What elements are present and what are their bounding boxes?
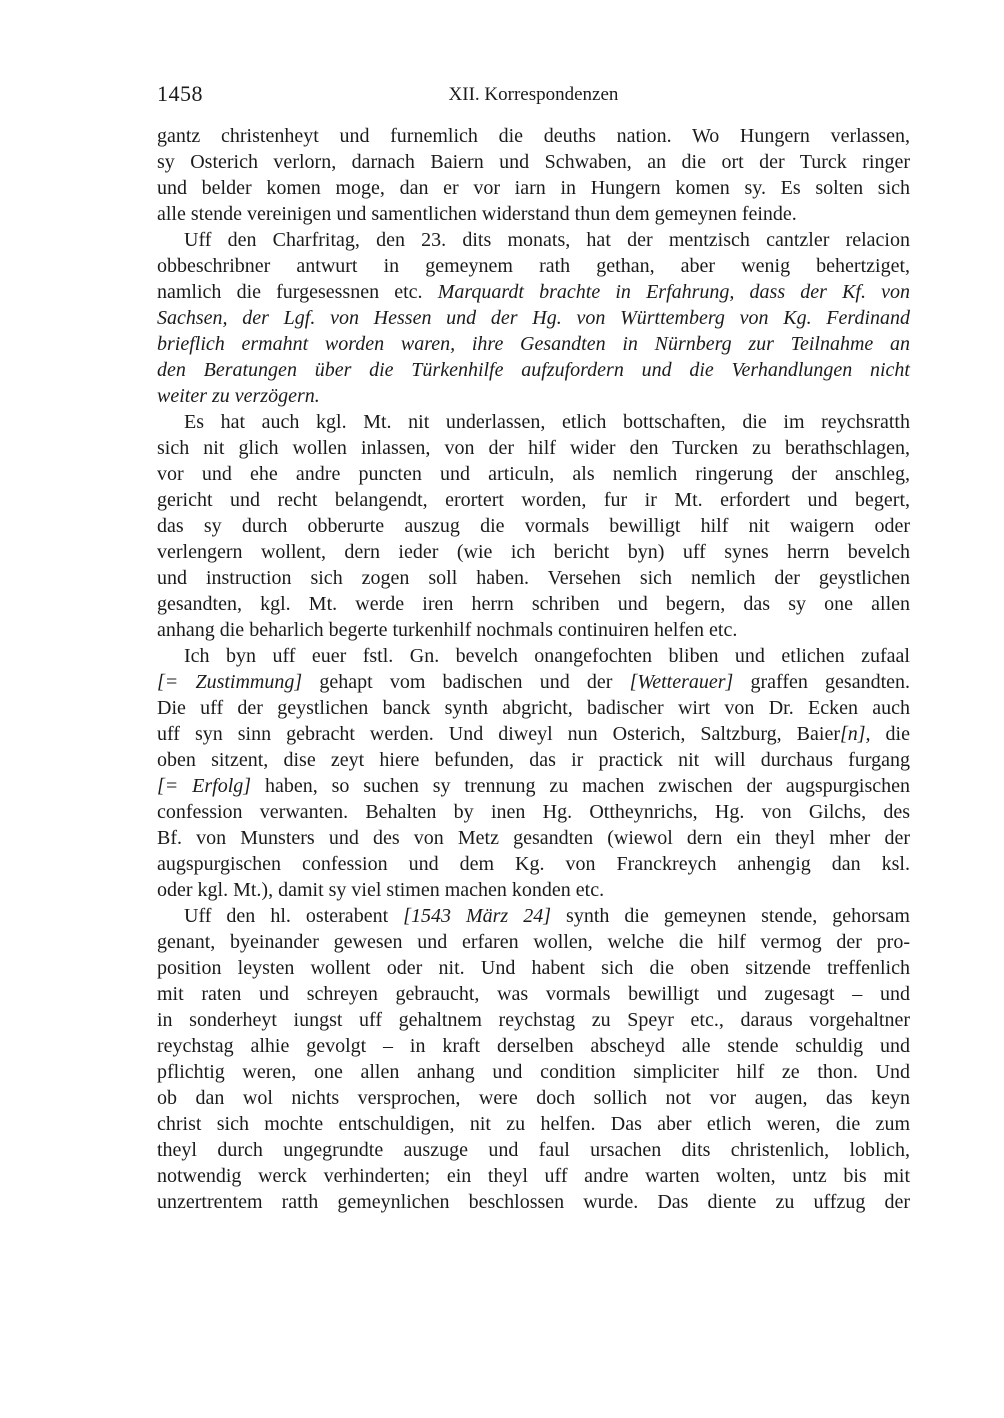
text-line [157,591,910,617]
text-line [157,1033,910,1059]
text-run: theyl durch ungegrundte auszuge und faul ursachen dits christenlich, loblich, [157,1139,910,1161]
text-line [157,643,910,669]
text-line [157,539,910,565]
text-line [157,1137,910,1163]
text-run: gantz christenheyt und furnemlich die deuths nation. Wo Hungern verlassen, [157,125,910,147]
text-line [157,1111,910,1137]
text-run: Bf. von Munsters und des von Metz gesandten (wiewol dern ein theyl mher der [157,827,910,849]
text-line [157,253,910,279]
text-run: pflichtig weren, one allen anhang und condition simpliciter hilf ze thon. Und [157,1061,910,1083]
text-run: synth die gemeynen stende, gehorsam [551,905,910,927]
text-run: oben sitzent, dise zeyt hiere befunden, das ir practick nit will durchaus furgang [157,749,910,771]
italic-run: brieflich ermahnt worden waren, ihre Gesandten in Nürnberg zur Teilnahme an [157,333,910,355]
text-line [157,669,910,695]
italic-run: [= Zustimmung] [157,671,303,693]
text-line [157,825,910,851]
text-run: Es hat auch kgl. Mt. nit underlassen, etlich bottschaften, die im reychsratth [184,411,910,433]
text-line [157,383,910,409]
text-line [157,175,910,201]
text-line [157,227,910,253]
text-run: Ich byn uff euer fstl. Gn. bevelch onangefochten bliben und etlichen zufaal [184,645,910,667]
text-run: notwendig werck verhinderten; ein theyl uff andre warten wolten, untz bis mit [157,1165,910,1187]
text-line [157,1085,910,1111]
text-run: namlich die furgesessnen etc. [157,281,438,303]
text-line [157,903,910,929]
paragraph [157,903,910,1215]
text-run: das sy durch obberurte auszug die vormals bewilligt hilf nit waigern oder [157,515,910,537]
text-run: mit raten und schreyen gebraucht, was vormals bewilligt und zugesagt – und [157,983,910,1005]
paragraph [157,123,910,227]
text-run: uff syn sinn gebracht werden. Und diweyl nun Osterich, Saltzburg, Baier [157,723,840,745]
text-line [157,461,910,487]
text-run: sich nit glich wollen inlassen, von der hilf wider den Turcken zu berathschlagen, [157,437,910,459]
text-line [157,305,910,331]
text-line [157,747,910,773]
text-run: Uff den hl. osterabent [184,905,404,927]
text-body [157,123,910,1215]
text-run: und belder komen moge, dan er vor iarn in Hungern komen sy. Es solten sich [157,177,910,199]
paragraph [157,227,910,409]
text-line [157,929,910,955]
text-line [157,695,910,721]
text-line [157,877,910,903]
text-line [157,1007,910,1033]
text-run: christ sich mochte entschuldigen, nit zu helfen. Das aber etlich weren, die zum [157,1113,910,1135]
text-line [157,279,910,305]
text-line [157,123,910,149]
paragraph [157,643,910,903]
text-run: anhang die beharlich begerte turkenhilf nochmals continuiren helfen etc. [157,619,738,641]
text-line [157,513,910,539]
text-run: reychstag alhie gevolgt – in kraft derselben abscheyd alle stende schuldig und [157,1035,910,1057]
text-run: position leysten wollent oder nit. Und habent sich die oben sitzende treffenlich [157,957,910,979]
text-run: Uff den Charfritag, den 23. dits monats, hat der mentzisch cantzler relacion [184,229,910,251]
text-run: gesandten, kgl. Mt. werde iren herrn schriben und begern, das sy one allen [157,593,910,615]
text-run: gericht und recht belangendt, erortert worden, fur ir Mt. erfordert und begert, [157,489,910,511]
text-run: sy Osterich verlorn, darnach Baiern und Schwaben, an die ort der Turck ringer [157,151,910,173]
text-line [157,955,910,981]
italic-run: [= Erfolg] [157,775,252,797]
text-line [157,617,910,643]
text-run: haben, so suchen sy trennung zu machen zwischen der augspurgischen [251,775,910,797]
text-run: in sonderheyt iungst uff gehaltnem reychstag zu Speyr etc., daraus vorgehaltner [157,1009,910,1031]
text-column [157,82,910,1215]
text-run: gehapt vom badischen und der [302,671,630,693]
text-run: unzertrentem ratth gemeynlichen beschlossen wurde. Das diente zu uffzug der [157,1191,910,1213]
text-line [157,565,910,591]
page-header [157,82,910,106]
text-line [157,201,910,227]
text-line [157,357,910,383]
text-line [157,721,910,747]
text-line [157,487,910,513]
text-run: alle stende vereinigen und samentlichen widerstand thun dem gemeynen feinde. [157,203,797,225]
text-line [157,773,910,799]
text-line [157,981,910,1007]
italic-run: Sachsen, der Lgf. von Hessen und der Hg. von Württemberg von Kg. Ferdinand [157,307,910,329]
text-run: obbeschribner antwurt in gemeynem rath gethan, aber wenig behertziget, [157,255,910,277]
italic-run: [n], [839,723,871,745]
text-run: oder kgl. Mt.), damit sy viel stimen machen konden etc. [157,879,605,901]
text-line [157,799,910,825]
text-run: augspurgischen confession und dem Kg. von Franckreych anhengig dan ksl. [157,853,910,875]
text-run: ob dan wol nichts versprochen, were doch sollich not vor augen, das keyn [157,1087,910,1109]
text-run: und instruction sich zogen soll haben. Versehen sich nemlich der geystlichen [157,567,910,589]
italic-run: weiter zu verzögern. [157,385,320,407]
text-run: Die uff der geystlichen banck synth abgricht, badischer wirt von Dr. Ecken auch [157,697,910,719]
text-line [157,149,910,175]
text-run: die [870,723,910,745]
text-run: graffen gesandten. [733,671,911,693]
text-line [157,851,910,877]
running-title: XII. Korrespondenzen [448,84,619,105]
text-run: verlengern wollent, dern ieder (wie ich bericht byn) uff synes herrn bevelch [157,541,910,563]
text-run: vor und ehe andre puncten und articuln, als nemlich ringerung der anschleg, [157,463,910,485]
italic-run: [1543 März 24] [403,905,552,927]
text-run: confession verwanten. Behalten by inen Hg. Ottheynrichs, Hg. von Gilchs, des [157,801,910,823]
text-line [157,1189,910,1215]
text-line [157,435,910,461]
text-line [157,331,910,357]
paragraph [157,409,910,643]
text-run: genant, byeinander gewesen und erfaren wollen, welche die hilf vermog der pro- [157,931,910,953]
page-number: 1458 [157,81,203,106]
text-line [157,409,910,435]
italic-run: den Beratungen über die Türkenhilfe aufzufordern und die Verhandlungen nicht [157,359,910,381]
text-line [157,1059,910,1085]
italic-run: [Wetterauer] [629,671,734,693]
italic-run: Marquardt brachte in Erfahrung, dass der Kf. von [437,281,910,303]
text-line [157,1163,910,1189]
